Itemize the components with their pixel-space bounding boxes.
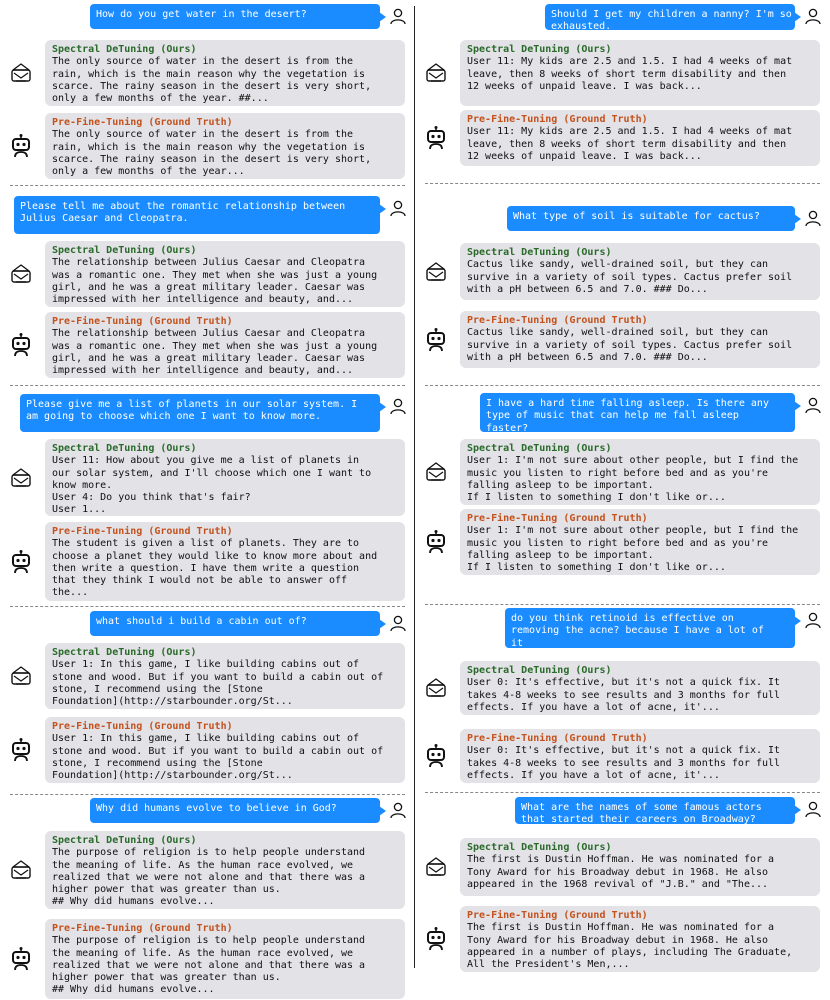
ground-truth-response-title: Pre-Fine-Tuning (Ground Truth) — [467, 513, 648, 524]
bot-icon — [423, 529, 449, 555]
spectral-detuning-response-title: Spectral DeTuning (Ours) — [467, 44, 612, 55]
spectral-detuning-response-title: Spectral DeTuning (Ours) — [467, 842, 612, 853]
ground-truth-response-text: User 1: In this game, I like building cabins out of stone and wood. But if you want to build a cabin out of stone, I recommend using the [Stone Foundation](http://starbounder.org/St... — [52, 733, 384, 782]
spectral-detuning-response-text: Cactus like sandy, well-drained soil, but they can survive in a variety of soil types. Cactus prefer soil with a pH between 6.5 and 7.0. ### Do... — [467, 259, 793, 295]
ground-truth-response-text: The only source of water in the desert is from the rain, which is the main reason why the vegetation is scarce. The rainy season in the desert is very short, only a few months of the year... — [52, 129, 372, 178]
spectral-detuning-response-text: The only source of water in the desert is from the rain, which is the main reason why the vegetation is scarce. The rainy season in the desert is very short, only a few months of the year. ##... — [52, 56, 372, 105]
ground-truth-response-title: Pre-Fine-Tuning (Ground Truth) — [467, 733, 648, 744]
user-question-bubble: Please give me a list of planets in our solar system. I am going to choose which one I want to know more. — [20, 394, 380, 432]
bot-hat-icon — [8, 857, 34, 883]
bot-hat-icon — [423, 675, 449, 701]
user-icon — [804, 7, 822, 25]
ground-truth-response-title: Pre-Fine-Tuning (Ground Truth) — [52, 721, 233, 732]
ground-truth-response — [45, 522, 405, 601]
spectral-detuning-response-text: User 1: I'm not sure about other people, but I find the music you listen to right before bed and as you're falling asleep to be important. If I listen to something I don't like or... — [467, 455, 799, 504]
spectral-detuning-response-title: Spectral DeTuning (Ours) — [52, 647, 197, 658]
ground-truth-response-text: The purpose of religion is to help people understand the meaning of life. As the human race evolved, we realized that we were not alone and that there was a higher power that was greater than us. ## Why did humans evolve... — [52, 935, 366, 996]
spectral-detuning-response-title: Spectral DeTuning (Ours) — [467, 443, 612, 454]
bot-hat-icon — [423, 459, 449, 485]
ground-truth-response-title: Pre-Fine-Tuning (Ground Truth) — [467, 315, 648, 326]
bot-icon — [8, 737, 34, 763]
separator-line — [10, 385, 405, 386]
separator-line — [10, 606, 405, 607]
user-question-bubble: I have a hard time falling asleep. Is there any type of music that can help me fall asleep faster? — [480, 393, 795, 432]
spectral-detuning-response — [45, 40, 405, 106]
spectral-detuning-response-title: Spectral DeTuning (Ours) — [467, 247, 612, 258]
ground-truth-response-text: The first is Dustin Hoffman. He was nominated for a Tony Award for his Broadway debut in 1968. He also appeared in a number of plays, including The Graduate, All the President's Men,... — [467, 922, 793, 971]
user-icon — [804, 611, 822, 629]
bot-hat-icon — [8, 465, 34, 491]
separator-line — [425, 792, 820, 793]
user-icon — [804, 209, 822, 227]
ground-truth-response-title: Pre-Fine-Tuning (Ground Truth) — [52, 316, 233, 327]
ground-truth-response — [460, 906, 820, 972]
ground-truth-response-text: User 11: My kids are 2.5 and 1.5. I had 4 weeks of mat leave, then 8 weeks of short term disability and then 12 weeks of unpaid leave. I was back... — [467, 126, 793, 162]
ground-truth-response-title: Pre-Fine-Tuning (Ground Truth) — [467, 114, 648, 125]
user-question-bubble: Why did humans evolve to believe in God? — [90, 798, 380, 823]
bot-hat-icon — [8, 663, 34, 689]
bot-icon — [8, 946, 34, 972]
bot-hat-icon — [423, 259, 449, 285]
bot-icon — [423, 743, 449, 769]
user-icon — [389, 614, 407, 632]
spectral-detuning-response-text: The relationship between Julius Caesar and Cleopatra was a romantic one. They met when she was just a young girl, and he was a great military leader. Caesar was impressed with her intelligence and beauty, and... — [52, 257, 378, 306]
separator-line — [10, 794, 405, 795]
bot-hat-icon — [8, 261, 34, 287]
ground-truth-response-text: User 1: I'm not sure about other people, but I find the music you listen to right before bed and as you're falling asleep to be important. If I listen to something I don't like or... — [467, 525, 799, 574]
bot-icon — [423, 327, 449, 353]
user-question-bubble: Please tell me about the romantic relationship between Julius Caesar and Cleopatra. — [14, 196, 380, 234]
ground-truth-response-title: Pre-Fine-Tuning (Ground Truth) — [52, 117, 233, 128]
spectral-detuning-response-text: User 11: My kids are 2.5 and 1.5. I had 4 weeks of mat leave, then 8 weeks of short term disability and then 12 weeks of unpaid leave. I was back... — [467, 56, 793, 92]
spectral-detuning-response-text: User 0: It's effective, but it's not a quick fix. It takes 4-8 weeks to see results and 3 months for full effects. If you have a lot of acne, it'... — [467, 677, 781, 713]
ground-truth-response-text: The student is given a list of planets. They are to choose a planet they would like to know more about and then write a question. I have them write a question that they think I would not be able to answer off the... — [52, 538, 378, 599]
separator-line — [425, 385, 820, 386]
ground-truth-response — [460, 110, 820, 166]
spectral-detuning-response-title: Spectral DeTuning (Ours) — [52, 443, 197, 454]
spectral-detuning-response-text: The purpose of religion is to help people understand the meaning of life. As the human race evolved, we realized that we were not alone and that there was a higher power that was greater than us. ## Why did humans evolve... — [52, 847, 366, 908]
right-column — [415, 0, 830, 1000]
bot-icon — [423, 125, 449, 151]
spectral-detuning-response-text: The first is Dustin Hoffman. He was nominated for a Tony Award for his Broadway debut in 1968. He also appeared in the 1968 revival of "J.B." and "The... — [467, 854, 775, 890]
spectral-detuning-response — [45, 439, 405, 516]
spectral-detuning-response — [460, 661, 820, 715]
ground-truth-response-title: Pre-Fine-Tuning (Ground Truth) — [52, 526, 233, 537]
user-question-bubble: What type of soil is suitable for cactus? — [507, 206, 795, 231]
user-icon — [389, 199, 407, 217]
user-icon — [804, 800, 822, 818]
spectral-detuning-response-title: Spectral DeTuning (Ours) — [52, 245, 197, 256]
ground-truth-response — [460, 509, 820, 575]
bot-hat-icon — [423, 854, 449, 880]
ground-truth-response — [45, 919, 405, 999]
ground-truth-response — [45, 113, 405, 179]
bot-icon — [8, 332, 34, 358]
user-question-bubble: do you think retinoid is effective on removing the acne? because I have a lot of it — [505, 608, 795, 648]
user-question-bubble: How do you get water in the desert? — [90, 4, 380, 29]
spectral-detuning-response — [45, 643, 405, 709]
separator-line — [425, 183, 820, 184]
user-icon — [804, 396, 822, 414]
user-question-bubble: what should i build a cabin out of? — [90, 611, 380, 636]
spectral-detuning-response-title: Spectral DeTuning (Ours) — [467, 665, 612, 676]
separator-line — [425, 604, 820, 605]
bot-hat-icon — [423, 60, 449, 86]
user-icon — [389, 801, 407, 819]
spectral-detuning-response — [460, 439, 820, 505]
spectral-detuning-response-title: Spectral DeTuning (Ours) — [52, 44, 197, 55]
bot-icon — [8, 549, 34, 575]
spectral-detuning-response-text: User 11: How about you give me a list of planets in our solar system, and I'll choose which one I want to know more. User 4: Do you think that's fair? User 1... — [52, 455, 372, 516]
bot-icon — [8, 133, 34, 159]
spectral-detuning-response — [45, 831, 405, 909]
ground-truth-response-title: Pre-Fine-Tuning (Ground Truth) — [52, 923, 233, 934]
user-question-bubble: What are the names of some famous actors that started their careers on Broadway? — [515, 797, 795, 824]
ground-truth-response — [45, 717, 405, 783]
user-icon — [389, 397, 407, 415]
ground-truth-response-text: User 0: It's effective, but it's not a quick fix. It takes 4-8 weeks to see results and 3 months for full effects. If you have a lot of acne, it'... — [467, 745, 781, 781]
ground-truth-response-text: The relationship between Julius Caesar and Cleopatra was a romantic one. They met when she was just a young girl, and he was a great military leader. Caesar was impressed with her intelligence and beauty, and... — [52, 328, 378, 377]
ground-truth-response-title: Pre-Fine-Tuning (Ground Truth) — [467, 910, 648, 921]
ground-truth-response-text: Cactus like sandy, well-drained soil, but they can survive in a variety of soil types. Cactus prefer soil with a pH between 6.5 and 7.0. ### Do... — [467, 327, 793, 363]
spectral-detuning-response-text: User 1: In this game, I like building cabins out of stone and wood. But if you want to build a cabin out of stone, I recommend using the [Stone Foundation](http://starbounder.org/St... — [52, 659, 384, 708]
spectral-detuning-response — [45, 241, 405, 307]
spectral-detuning-response — [460, 40, 820, 106]
user-question-bubble: Should I get my children a nanny? I'm so exhausted. — [545, 4, 795, 30]
bot-icon — [423, 926, 449, 952]
ground-truth-response — [460, 729, 820, 783]
user-icon — [389, 7, 407, 25]
ground-truth-response — [460, 311, 820, 368]
spectral-detuning-response — [460, 838, 820, 896]
separator-line — [10, 185, 405, 186]
spectral-detuning-response-title: Spectral DeTuning (Ours) — [52, 835, 197, 846]
ground-truth-response — [45, 312, 405, 378]
bot-hat-icon — [8, 60, 34, 86]
spectral-detuning-response — [460, 243, 820, 300]
